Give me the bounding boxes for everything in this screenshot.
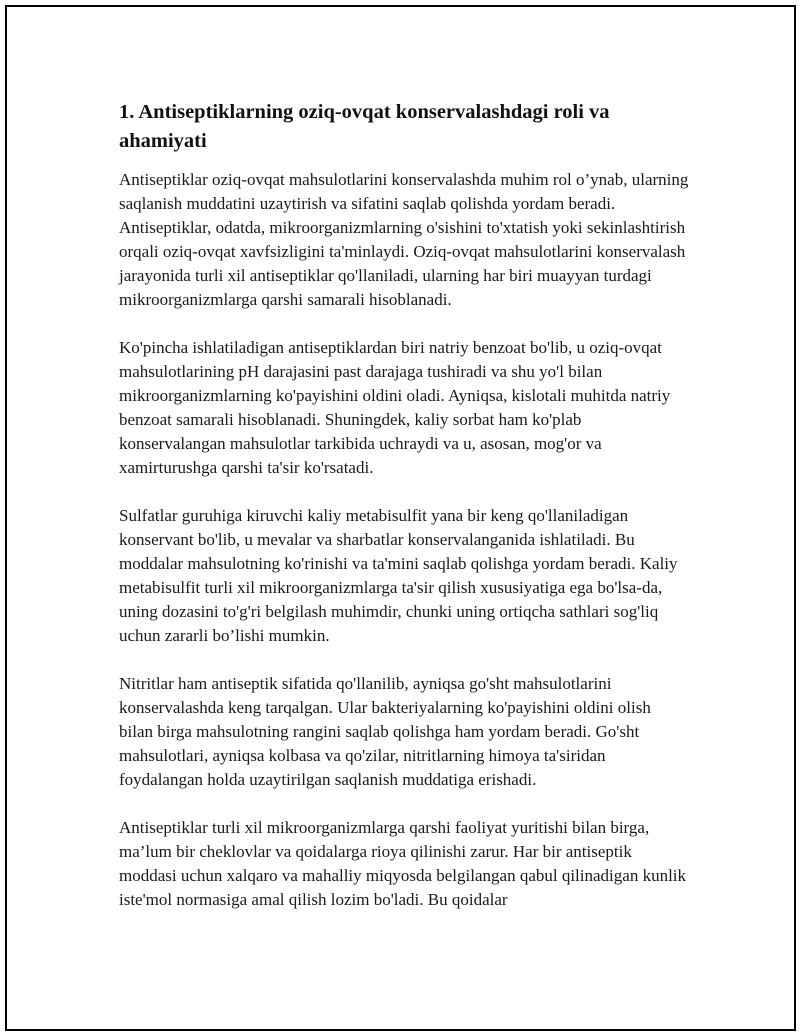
page-frame xyxy=(5,5,796,1031)
paragraph-5: Antiseptiklar turli xil mikroorganizmlarga qarshi faoliyat yuritishi bilan birga, ma’lum bir cheklovlar va qoidalarga rioya qilinishi zarur. Har bir antiseptik moddasi uchun xalqaro va mahalliy miqyosda belgilangan qabul qilinadigan kunlik iste'mol normasiga amal qilish lozim bo'ladi. Bu qoidalar xyxy=(119,818,687,909)
paragraph-1: Antiseptiklar oziq-ovqat mahsulotlarini konservalashda muhim rol o’ynab, ularning saqlanish muddatini uzaytirish va sifatini saqlab qolishda yordam beradi. Antiseptiklar, odatda, mikroorganizmlarning o'sishini to'xtatish yoki sekinlashtirish orqali oziq-ovqat xavfsizligini ta'minlaydi. Oziq-ovqat mahsulotlarini konservalash jarayonida turli xil antiseptiklar qo'llaniladi, ularning har biri muayyan turdagi mikroorganizmlarga qarshi samarali hisoblanadi. xyxy=(119,170,689,309)
section-heading: 1. Antiseptiklarning oziq-ovqat konservalashdagi roli va ahamiyati xyxy=(119,101,610,152)
paragraph-4: Nitritlar ham antiseptik sifatida qo'llanilib, ayniqsa go'sht mahsulotlarini konservalashda keng tarqalgan. Ular bakteriyalarning ko'payishini oldini olish bilan birga mahsulotning rangini saqlab qolishga ham yordam beradi. Go'sht mahsulotlari, ayniqsa kolbasa va qo'zilar, nitritlarning himoya ta'siridan foydalangan holda uzaytirilgan saqlanish muddatiga erishadi. xyxy=(119,674,651,789)
paragraph-2: Ko'pincha ishlatiladigan antiseptiklardan biri natriy benzoat bo'lib, u oziq-ovqat mahsulotlarining pH darajasini past darajaga tushiradi va shu yo'l bilan mikroorganizmlarning ko'payishini oldini oladi. Ayniqsa, kislotali muhitda natriy benzoat samarali hisoblanadi. Shuningdek, kaliy sorbat ham ko'plab konservalangan mahsulotlar tarkibida uchraydi va u, asosan, mog'or va xamirturushga qarshi ta'sir ko'rsatadi. xyxy=(119,338,671,477)
paragraph-3: Sulfatlar guruhiga kiruvchi kaliy metabisulfit yana bir keng qo'llaniladigan konservant bo'lib, u mevalar va sharbatlar konservalanganida ishlatiladi. Bu moddalar mahsulotning ko'rinishi va ta'mini saqlab qolishga yordam beradi. Kaliy metabisulfit turli xil mikroorganizmlarga ta'sir qilish xususiyatiga ega bo'lsa-da, uning dozasini to'g'ri belgilash muhimdir, chunki uning ortiqcha sathlari sog'liq uchun zararli bo’lishi mumkin. xyxy=(119,506,678,645)
document-body xyxy=(119,98,689,936)
